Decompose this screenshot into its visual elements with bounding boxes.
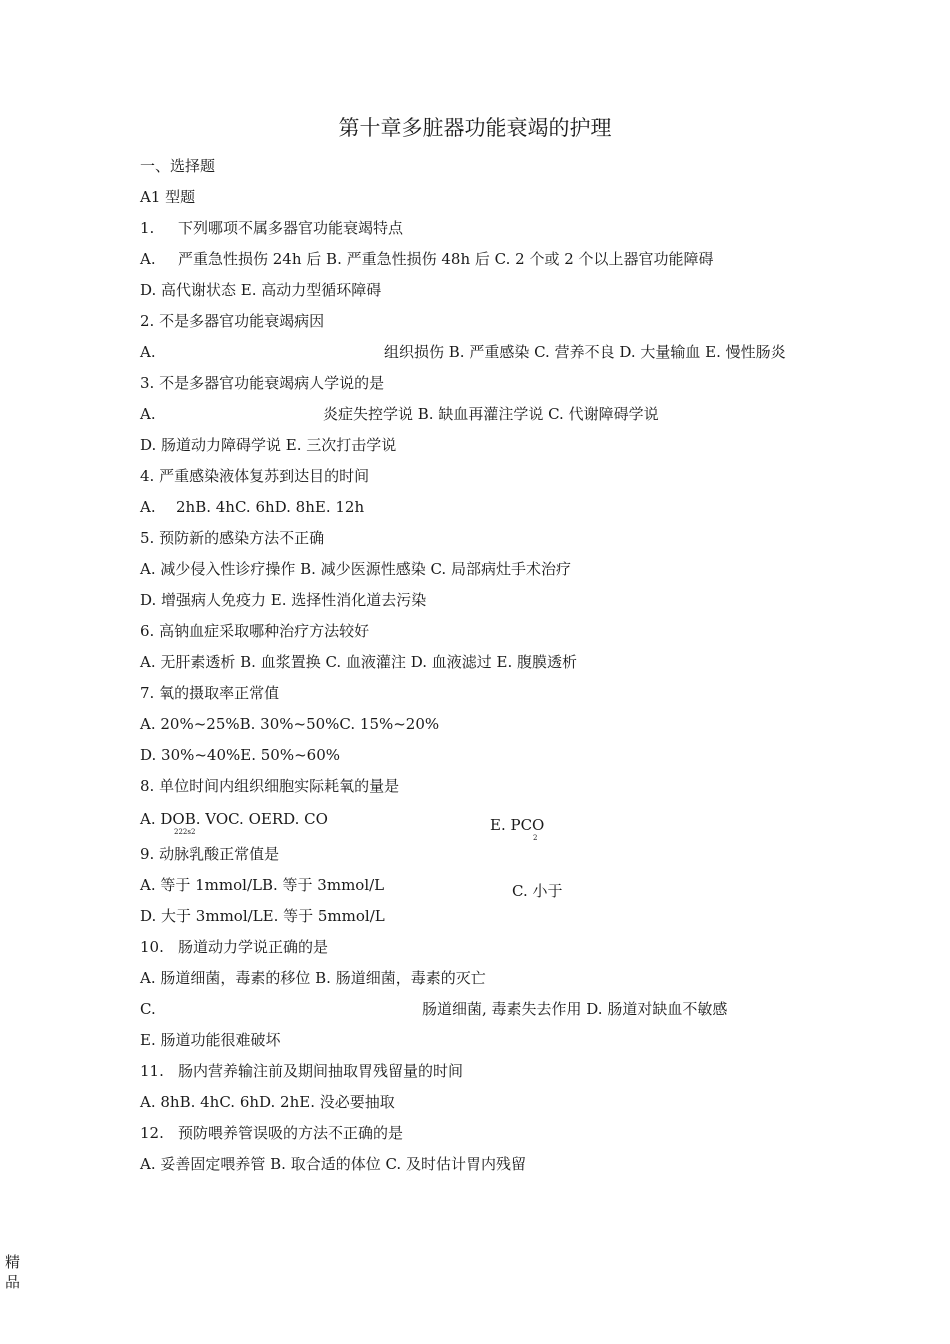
question-10-option-e: E. 肠道功能很难破坏 xyxy=(140,1031,281,1049)
footer-watermark: 精品 xyxy=(5,1253,21,1291)
question-9-option-c-clipped: C. 小于 xyxy=(512,882,563,900)
section-heading: 一、选择题 xyxy=(140,157,216,175)
option-label: A. xyxy=(140,250,156,268)
options-text: 严重急性损伤 24h 后 B. 严重急性损伤 48h 后 C. 2 个或 2 个以上器官功能障碍 xyxy=(178,250,714,268)
question-7-options-abc: A. 20%~25%B. 30%~50%C. 15%~20% xyxy=(140,715,440,733)
question-5-options-abc: A. 减少侵入性诊疗操作 B. 减少医源性感染 C. 局部病灶手术治疗 xyxy=(140,560,571,578)
options-text: 炎症失控学说 B. 缺血再灌注学说 C. 代谢障碍学说 xyxy=(323,405,659,423)
question-stem: 预防喂养管误吸的方法不正确的是 xyxy=(178,1124,404,1142)
option-label: A. xyxy=(140,343,156,361)
question-stem: 肠内营养输注前及期间抽取胃残留量的时间 xyxy=(178,1062,464,1080)
question-4-options xyxy=(140,497,364,517)
subscript-digits: 222s2 xyxy=(174,828,196,836)
page-title: 第十章多脏器功能衰竭的护理 xyxy=(338,116,612,140)
question-8-options: A. DOB. VOC. OERD. CO xyxy=(140,810,328,828)
question-9: 9. 动脉乳酸正常值是 xyxy=(140,845,280,863)
question-stem: 下列哪项不属多器官功能衰竭特点 xyxy=(178,219,404,237)
question-12 xyxy=(140,1123,403,1143)
question-6-options: A. 无肝素透析 B. 血浆置换 C. 血液灌注 D. 血液滤过 E. 腹膜透析 xyxy=(140,653,577,671)
question-11 xyxy=(140,1061,463,1081)
options-text: 肠道细菌, 毒素失去作用 D. 肠道对缺血不敏感 xyxy=(422,1000,728,1018)
question-3: 3. 不是多器官功能衰竭病人学说的是 xyxy=(140,374,385,392)
question-5-options-de: D. 增强病人免疫力 E. 选择性消化道去污染 xyxy=(140,591,427,609)
question-9-options-ab: A. 等于 1mmol/LB. 等于 3mmol/L xyxy=(140,876,385,894)
question-2-options xyxy=(140,342,786,362)
question-number: 1. xyxy=(140,219,155,237)
question-4: 4. 严重感染液体复苏到达目的时间 xyxy=(140,467,370,485)
question-6: 6. 高钠血症采取哪种治疗方法较好 xyxy=(140,622,370,640)
question-1-options-abc xyxy=(140,249,714,269)
question-3-options-de: D. 肠道动力障碍学说 E. 三次打击学说 xyxy=(140,436,397,454)
options-text: 组织损伤 B. 严重感染 C. 营养不良 D. 大量输血 E. 慢性肠炎 xyxy=(384,343,786,361)
question-2: 2. 不是多器官功能衰竭病因 xyxy=(140,312,325,330)
option-label: A. xyxy=(140,498,156,516)
question-12-options-abc: A. 妥善固定喂养管 B. 取合适的体位 C. 及时估计胃内残留 xyxy=(140,1155,526,1173)
options-text: 2hB. 4hC. 6hD. 8hE. 12h xyxy=(176,498,365,516)
question-number: 10. xyxy=(140,938,164,956)
question-number: 12. xyxy=(140,1124,164,1142)
question-10-options-cd xyxy=(140,999,727,1019)
question-8-option-e: E. PCO xyxy=(490,816,545,834)
question-stem: 肠道动力学说正确的是 xyxy=(178,938,329,956)
question-3-options-abc xyxy=(140,404,659,424)
subsection-heading: A1 型题 xyxy=(140,188,196,206)
question-9-options-de: D. 大于 3mmol/LE. 等于 5mmol/L xyxy=(140,907,385,925)
question-10-options-ab: A. 肠道细菌，毒素的移位 B. 肠道细菌，毒素的灭亡 xyxy=(140,969,486,987)
question-1 xyxy=(140,218,403,238)
option-label: A. xyxy=(140,405,156,423)
question-5: 5. 预防新的感染方法不正确 xyxy=(140,529,325,547)
question-7: 7. 氧的摄取率正常值 xyxy=(140,684,280,702)
option-label: C. xyxy=(140,1000,156,1018)
subscript-digit: 2 xyxy=(533,834,538,842)
question-1-options-de: D. 高代谢状态 E. 高动力型循环障碍 xyxy=(140,281,382,299)
question-10 xyxy=(140,937,328,957)
question-number: 11. xyxy=(140,1062,164,1080)
question-8: 8. 单位时间内组织细胞实际耗氧的量是 xyxy=(140,777,400,795)
question-7-options-de: D. 30%~40%E. 50%~60% xyxy=(140,746,341,764)
question-11-options: A. 8hB. 4hC. 6hD. 2hE. 没必要抽取 xyxy=(140,1093,395,1111)
